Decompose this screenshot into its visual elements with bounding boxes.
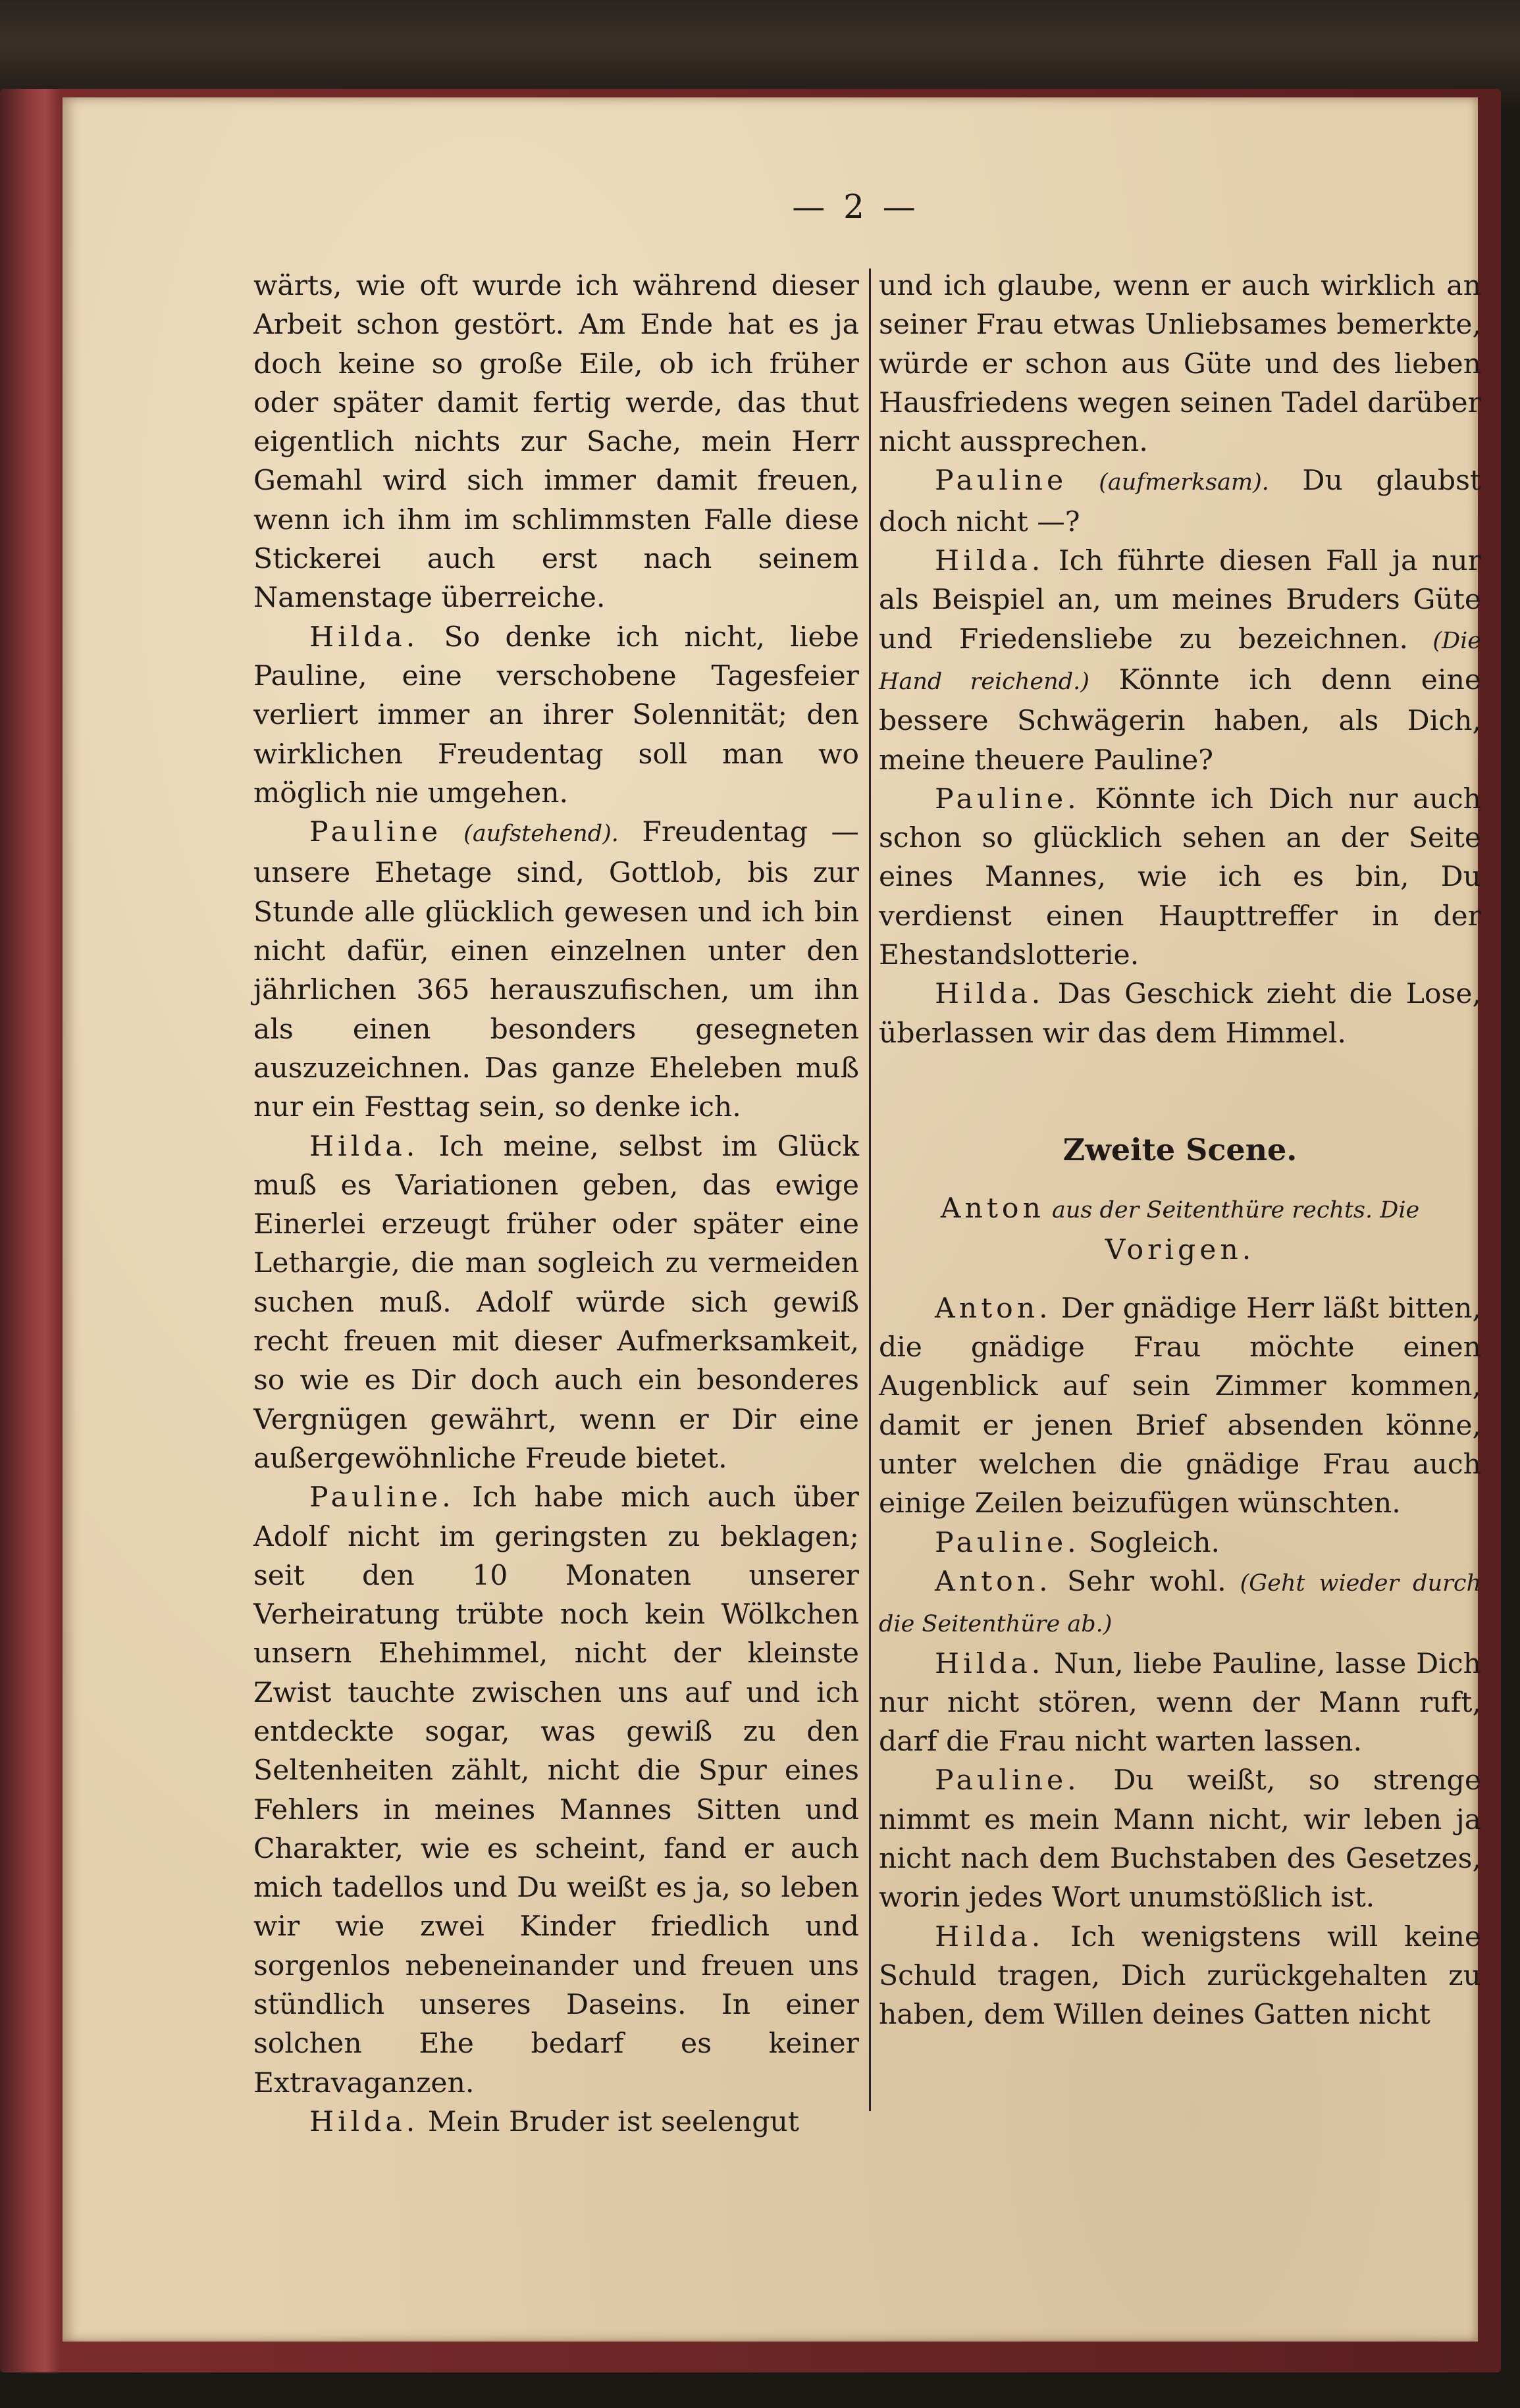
speech-text: Du weißt, so strenge nimmt es mein Mann nicht, wir leben ja nicht nach dem Buchstaben des Gesetzes, worin jedes Wort unumstößlich ist.	[879, 1764, 1481, 1914]
speech-text: Freudentag — unsere Ehetage sind, Gottlob, bis zur Stunde alle glücklich gewesen und ich bin nicht dafür, einen einzelnen unter den jährlichen 365 herauszufischen, um ihn als einen besonders gesegneten auszuzeichnen. Das ganze Eheleben muß nur ein Festtag sein, so denke ich.	[253, 816, 859, 1124]
stage-direction: (aufmerksam).	[1067, 469, 1269, 496]
speech-text: Ich meine, selbst im Glück muß es Variationen geben, das ewige Einerlei erzeugt früher oder später eine Lethargie, die man sogleich zu vermeiden suchen muß. Adolf würde sich gewiß recht freuen mit dieser Aufmerksamkeit, so wie es Dir doch auch ein besonderes Vergnügen gewährt, wenn er Dir eine außergewöhnliche Freude bietet.	[253, 1130, 859, 1475]
speaker-name: Hilda.	[935, 1920, 1045, 1953]
speaker-name: Anton.	[935, 1565, 1052, 1598]
paragraph	[879, 1761, 1481, 1917]
speech-text: Du glaubst doch nicht —?	[879, 465, 1481, 538]
paragraph	[879, 780, 1481, 975]
paragraph	[879, 1645, 1481, 1762]
paragraph	[879, 1289, 1481, 1524]
paragraph	[879, 1562, 1481, 1645]
speaker-name: Hilda.	[309, 621, 419, 653]
speaker-name: Hilda.	[935, 978, 1045, 1011]
paragraph	[879, 1918, 1481, 2035]
stage-direction: (aufstehend).	[442, 821, 619, 848]
left-column	[253, 267, 859, 2141]
paragraph: und ich glaube, wenn er auch wirklich an seiner Frau etwas Unliebsames bemerkte, würde er schon aus Güte und des lieben Hausfriedens wegen seinen Tadel darüber nicht aussprechen.	[879, 270, 1481, 459]
paragraph	[253, 618, 859, 813]
speaker-name: Pauline	[935, 465, 1068, 498]
speaker-name: Pauline.	[935, 1526, 1080, 1559]
speech-text: Nun, liebe Pauline, lasse Dich nur nicht stören, wenn der Mann ruft, darf die Frau nicht warten lassen.	[879, 1647, 1481, 1758]
speaker-name: Hilda.	[309, 1130, 419, 1163]
speaker-name: Hilda.	[935, 1647, 1045, 1680]
paragraph	[879, 975, 1481, 1053]
speech-text: Könnte ich denn eine bessere Schwägerin haben, als Dich, meine theuere Pauline?	[879, 663, 1482, 777]
speaker-name: Hilda.	[309, 2105, 419, 2138]
page-number: — 2 —	[792, 188, 920, 226]
scene-title: Zweite Scene.	[1062, 1131, 1297, 1167]
speech-text: Ich führte diesen Fall ja nur als Beispiel an, um meines Bruders Güte und Friedensliebe zu bezeichnen.	[879, 545, 1481, 655]
stage-direction: (Geht wieder durch die Seitenthüre ab.)	[879, 1570, 1481, 1638]
paragraph	[253, 1478, 859, 2103]
speaker-name: Pauline	[309, 816, 442, 849]
paragraph	[879, 461, 1481, 542]
paragraph	[879, 542, 1481, 780]
paragraph	[253, 2103, 859, 2141]
speaker-name: Pauline.	[935, 1764, 1080, 1797]
speech-text: So denke ich nicht, liebe Pauline, eine verschobene Tagesfeier verliert immer an ihrer Solennität; den wirklichen Freudentag soll man wo möglich nie umgehen.	[253, 621, 859, 809]
speech-text: Mein Bruder ist seelengut	[419, 2105, 799, 2138]
speech-text: Könnte ich Dich nur auch schon so glücklich sehen an der Seite eines Mannes, wie ich es bin, Du verdienst einen Haupttreffer in der Ehestandslotterie.	[879, 782, 1481, 972]
right-column	[879, 267, 1481, 2034]
speech-text: Der gnädige Herr läßt bitten, die gnädige Frau möchte einen Augenblick auf sein Zimmer kommen, damit er jenen Brief absenden könne, unter welchen die gnädige Frau auch einige Zeilen beizufügen wünschten.	[879, 1292, 1481, 1520]
paragraph	[879, 1524, 1481, 1562]
speech-text: Ich habe mich auch über Adolf nicht im geringsten zu beklagen; seit den 10 Monaten unserer Verheiratung trübte noch kein Wölkchen unsern Ehehimmel, nicht der kleinste Zwist tauchte zwischen uns auf und ich entdeckte sogar, was gewiß zu den Seltenheiten zählt, nicht die Spur eines Fehlers in meines Mannes Sitten und Charakter, wie es scheint, fand er auch mich tadellos und Du weißt es ja, so leben wir wie zwei Kinder friedlich und sorgenlos nebeneinander und freuen uns stündlich unseres Daseins. In einer solchen Ehe bedarf es keiner Extravaganzen.	[253, 1481, 859, 2099]
spacer	[879, 1269, 1481, 1289]
speaker-name: Anton.	[935, 1292, 1052, 1325]
speech-text: Sogleich.	[1080, 1526, 1220, 1559]
speaker-name: Pauline.	[935, 782, 1080, 815]
stage-direction: aus der Seitenthüre rechts. Die	[1044, 1197, 1420, 1224]
scene-direction	[879, 1189, 1481, 1230]
paragraph	[253, 1127, 859, 1479]
speaker-name: Pauline.	[309, 1481, 455, 1514]
speech-text: Ich wenigstens will keine Schuld tragen, Dich zurückgehalten zu haben, dem Willen deines Gatten nicht	[879, 1920, 1481, 2032]
paragraph: wärts, wie oft wurde ich während dieser Arbeit schon gestört. Am Ende hat es ja doch keine so große Eile, ob ich früher oder später damit fertig werde, das thut eigentlich nichts zur Sache, mein Herr Gemahl wird sich immer damit freuen, wenn ich ihm im schlimmsten Falle diese Stickerei auch erst nach seinem Namenstage überreiche.	[253, 270, 859, 615]
speech-text: Sehr wohl.	[1051, 1565, 1226, 1598]
stage-direction: (Die Hand reichend.)	[879, 627, 1481, 695]
scene-direction	[879, 1231, 1481, 1269]
speaker-name: Hilda.	[935, 545, 1045, 578]
speaker-name: Anton	[940, 1192, 1045, 1225]
speech-text: Das Geschick zieht die Lose, überlassen wir das dem Himmel.	[879, 978, 1481, 1050]
column-divider	[869, 269, 871, 2111]
paragraph	[253, 813, 859, 1127]
scene-persons: Vorigen.	[1105, 1233, 1255, 1266]
